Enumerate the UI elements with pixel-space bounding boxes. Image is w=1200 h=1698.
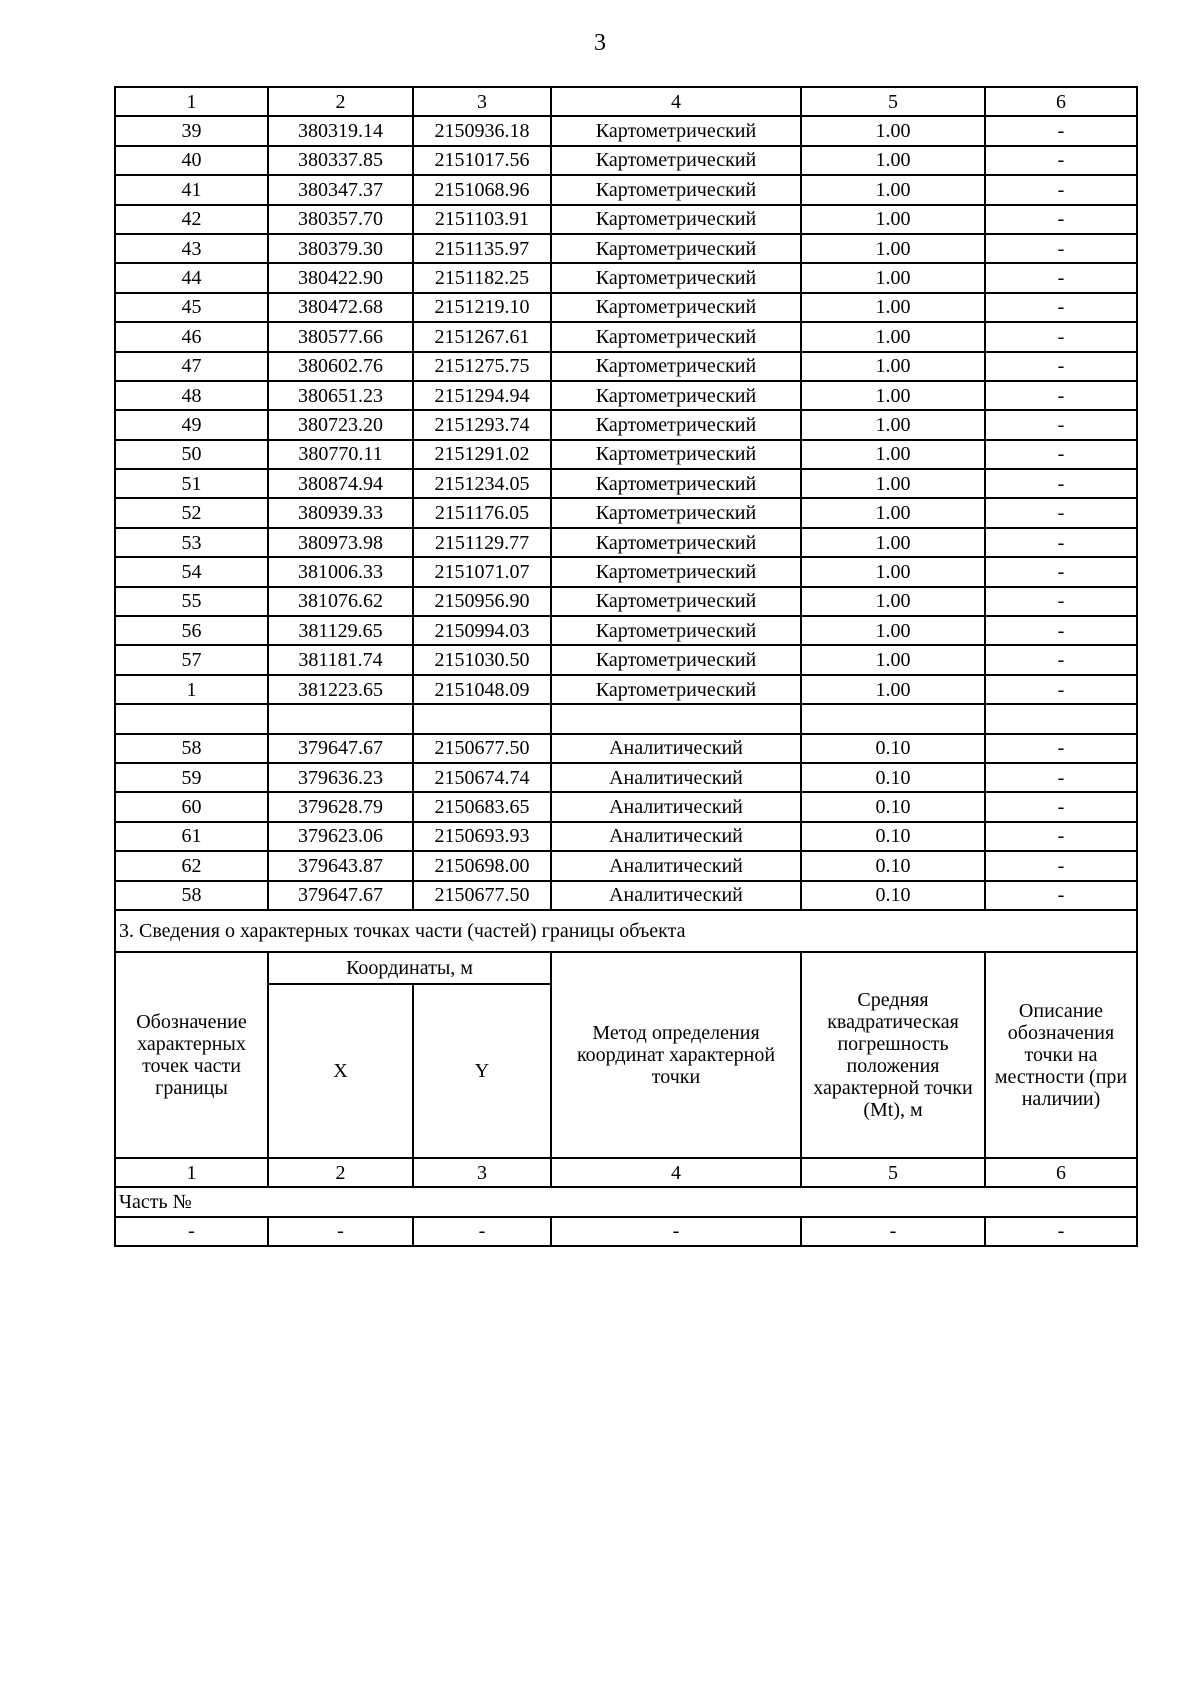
column-number: 5 <box>801 1158 985 1187</box>
y-coordinate-cell: 2151291.02 <box>413 440 551 469</box>
method-cell: Картометрический <box>551 440 801 469</box>
table-row <box>115 557 1137 586</box>
x-coordinate-cell: 380379.30 <box>268 234 413 263</box>
x-coordinate-cell: 380874.94 <box>268 469 413 498</box>
y-coordinate-cell: 2151234.05 <box>413 469 551 498</box>
method-cell: Картометрический <box>551 587 801 616</box>
x-coordinate-cell: 379647.67 <box>268 734 413 763</box>
description-cell: - <box>985 146 1137 175</box>
coordinates-table-body <box>115 87 1137 704</box>
y-coordinate-cell: 2151017.56 <box>413 146 551 175</box>
y-coordinate-cell: 2151048.09 <box>413 675 551 704</box>
point-number-cell: 59 <box>115 763 268 792</box>
empty-cell <box>985 704 1137 733</box>
table-row <box>115 440 1137 469</box>
table-row <box>115 645 1137 674</box>
y-coordinate-cell: 2151267.61 <box>413 322 551 351</box>
method-cell: Аналитический <box>551 734 801 763</box>
method-cell: Картометрический <box>551 557 801 586</box>
method-cell: Аналитический <box>551 792 801 821</box>
point-number-cell: 62 <box>115 851 268 880</box>
error-cell: 1.00 <box>801 440 985 469</box>
table-row <box>115 410 1137 439</box>
point-number-cell: 45 <box>115 293 268 322</box>
y-coordinate-cell: 2150698.00 <box>413 851 551 880</box>
x-coordinate-cell: 380347.37 <box>268 175 413 204</box>
point-number-cell: 41 <box>115 175 268 204</box>
method-cell: Аналитический <box>551 763 801 792</box>
error-cell: 0.10 <box>801 822 985 851</box>
y-coordinate-cell: 2151293.74 <box>413 410 551 439</box>
description-cell: - <box>985 293 1137 322</box>
description-cell: - <box>985 352 1137 381</box>
description-cell: - <box>985 587 1137 616</box>
error-cell: 1.00 <box>801 675 985 704</box>
x-coordinate-cell: 380602.76 <box>268 352 413 381</box>
x-coordinate-cell: 380357.70 <box>268 205 413 234</box>
dash-cell: - <box>115 1217 268 1246</box>
section3-table-body <box>115 910 1137 1246</box>
y-coordinate-cell: 2151294.94 <box>413 381 551 410</box>
part-label: Часть № <box>115 1187 1137 1216</box>
point-number-cell: 47 <box>115 352 268 381</box>
method-cell: Картометрический <box>551 616 801 645</box>
point-number-cell: 58 <box>115 881 268 910</box>
description-cell: - <box>985 322 1137 351</box>
y-coordinate-cell: 2151275.75 <box>413 352 551 381</box>
method-cell: Картометрический <box>551 410 801 439</box>
table-row <box>115 763 1137 792</box>
method-cell: Картометрический <box>551 322 801 351</box>
method-cell: Картометрический <box>551 146 801 175</box>
point-number-cell: 51 <box>115 469 268 498</box>
method-cell: Картометрический <box>551 645 801 674</box>
table-row <box>115 352 1137 381</box>
x-coordinate-cell: 379623.06 <box>268 822 413 851</box>
column-number: 2 <box>268 87 413 116</box>
x-coordinate-cell: 380723.20 <box>268 410 413 439</box>
description-cell: - <box>985 440 1137 469</box>
y-coordinate-cell: 2151068.96 <box>413 175 551 204</box>
error-cell: 1.00 <box>801 234 985 263</box>
point-number-cell: 61 <box>115 822 268 851</box>
column-number: 1 <box>115 1158 268 1187</box>
x-coordinate-cell: 380472.68 <box>268 293 413 322</box>
point-number-cell: 49 <box>115 410 268 439</box>
description-cell: - <box>985 822 1137 851</box>
dash-cell: - <box>268 1217 413 1246</box>
y-coordinate-cell: 2151182.25 <box>413 263 551 292</box>
method-cell: Картометрический <box>551 263 801 292</box>
x-coordinate-cell: 380319.14 <box>268 116 413 145</box>
x-coordinate-cell: 379628.79 <box>268 792 413 821</box>
description-cell: - <box>985 881 1137 910</box>
empty-cell <box>268 704 413 733</box>
x-coordinate-cell: 380939.33 <box>268 498 413 527</box>
point-number-cell: 1 <box>115 675 268 704</box>
column-number: 3 <box>413 87 551 116</box>
point-number-cell: 53 <box>115 528 268 557</box>
y-coordinate-cell: 2151129.77 <box>413 528 551 557</box>
method-cell: Картометрический <box>551 675 801 704</box>
description-cell: - <box>985 410 1137 439</box>
dash-cell: - <box>801 1217 985 1246</box>
method-cell: Картометрический <box>551 469 801 498</box>
method-cell: Картометрический <box>551 116 801 145</box>
section3-title: 3. Сведения о характерных точках части (частей) границы объекта <box>115 910 1137 952</box>
error-cell: 1.00 <box>801 381 985 410</box>
x-coordinate-cell: 379643.87 <box>268 851 413 880</box>
table-row <box>115 322 1137 351</box>
table-row <box>115 498 1137 527</box>
point-number-cell: 56 <box>115 616 268 645</box>
column-number: 3 <box>413 1158 551 1187</box>
empty-separator-row <box>115 704 1137 733</box>
point-number-cell: 43 <box>115 234 268 263</box>
point-number-cell: 42 <box>115 205 268 234</box>
table-row <box>115 263 1137 292</box>
x-coordinate-cell: 380577.66 <box>268 322 413 351</box>
column-number: 2 <box>268 1158 413 1187</box>
y-coordinate-cell: 2150693.93 <box>413 822 551 851</box>
table-row <box>115 528 1137 557</box>
y-coordinate-cell: 2150674.74 <box>413 763 551 792</box>
point-number-cell: 60 <box>115 792 268 821</box>
header-error: Средняя квадратическая погрешность положения характерной точки (Mt), м <box>801 952 985 1158</box>
error-cell: 0.10 <box>801 792 985 821</box>
error-cell: 0.10 <box>801 851 985 880</box>
method-cell: Аналитический <box>551 822 801 851</box>
point-number-cell: 54 <box>115 557 268 586</box>
error-cell: 1.00 <box>801 175 985 204</box>
description-cell: - <box>985 381 1137 410</box>
error-cell: 1.00 <box>801 616 985 645</box>
table-row <box>115 381 1137 410</box>
method-cell: Картометрический <box>551 352 801 381</box>
method-cell: Картометрический <box>551 498 801 527</box>
table-row <box>115 116 1137 145</box>
error-cell: 1.00 <box>801 498 985 527</box>
error-cell: 1.00 <box>801 469 985 498</box>
empty-cell <box>801 704 985 733</box>
section3-column-number-row <box>115 1158 1137 1187</box>
y-coordinate-cell: 2150994.03 <box>413 616 551 645</box>
description-cell: - <box>985 763 1137 792</box>
error-cell: 1.00 <box>801 116 985 145</box>
x-coordinate-cell: 380651.23 <box>268 381 413 410</box>
table-row <box>115 469 1137 498</box>
error-cell: 1.00 <box>801 410 985 439</box>
error-cell: 0.10 <box>801 763 985 792</box>
error-cell: 1.00 <box>801 205 985 234</box>
y-coordinate-cell: 2150936.18 <box>413 116 551 145</box>
column-number: 4 <box>551 1158 801 1187</box>
header-method: Метод определения координат характерной точки <box>551 952 801 1158</box>
section3-header-row-top <box>115 952 1137 984</box>
error-cell: 1.00 <box>801 528 985 557</box>
empty-cell <box>115 704 268 733</box>
method-cell: Картометрический <box>551 175 801 204</box>
column-number: 4 <box>551 87 801 116</box>
method-cell: Аналитический <box>551 881 801 910</box>
error-cell: 1.00 <box>801 557 985 586</box>
table-row <box>115 881 1137 910</box>
point-number-cell: 40 <box>115 146 268 175</box>
x-coordinate-cell: 380973.98 <box>268 528 413 557</box>
x-coordinate-cell: 379647.67 <box>268 881 413 910</box>
section3-title-row <box>115 910 1137 952</box>
coordinates-table <box>114 86 1138 1247</box>
description-cell: - <box>985 557 1137 586</box>
x-coordinate-cell: 380337.85 <box>268 146 413 175</box>
description-cell: - <box>985 675 1137 704</box>
x-coordinate-cell: 381006.33 <box>268 557 413 586</box>
point-number-cell: 46 <box>115 322 268 351</box>
point-number-cell: 39 <box>115 116 268 145</box>
method-cell: Картометрический <box>551 381 801 410</box>
y-coordinate-cell: 2151219.10 <box>413 293 551 322</box>
x-coordinate-cell: 381129.65 <box>268 616 413 645</box>
point-number-cell: 55 <box>115 587 268 616</box>
header-designation: Обозначение характерных точек части границы <box>115 952 268 1158</box>
error-cell: 1.00 <box>801 645 985 674</box>
method-cell: Аналитический <box>551 851 801 880</box>
x-coordinate-cell: 380422.90 <box>268 263 413 292</box>
description-cell: - <box>985 851 1137 880</box>
method-cell: Картометрический <box>551 293 801 322</box>
empty-cell <box>413 704 551 733</box>
error-cell: 0.10 <box>801 881 985 910</box>
method-cell: Картометрический <box>551 528 801 557</box>
table-row <box>115 734 1137 763</box>
section3-empty-row <box>115 1217 1137 1246</box>
y-coordinate-cell: 2151030.50 <box>413 645 551 674</box>
column-number: 6 <box>985 87 1137 116</box>
dash-cell: - <box>413 1217 551 1246</box>
dash-cell: - <box>985 1217 1137 1246</box>
dash-cell: - <box>551 1217 801 1246</box>
table-row <box>115 851 1137 880</box>
description-cell: - <box>985 528 1137 557</box>
table-row <box>115 205 1137 234</box>
method-cell: Картометрический <box>551 234 801 263</box>
method-cell: Картометрический <box>551 205 801 234</box>
error-cell: 1.00 <box>801 146 985 175</box>
y-coordinate-cell: 2151176.05 <box>413 498 551 527</box>
x-coordinate-cell: 381181.74 <box>268 645 413 674</box>
table-row <box>115 792 1137 821</box>
description-cell: - <box>985 734 1137 763</box>
table-row <box>115 293 1137 322</box>
header-y: Y <box>413 984 551 1158</box>
y-coordinate-cell: 2151135.97 <box>413 234 551 263</box>
point-number-cell: 52 <box>115 498 268 527</box>
description-cell: - <box>985 498 1137 527</box>
page-number: 3 <box>594 30 606 56</box>
error-cell: 1.00 <box>801 322 985 351</box>
point-number-cell: 48 <box>115 381 268 410</box>
column-number: 1 <box>115 87 268 116</box>
table-row <box>115 822 1137 851</box>
column-number: 5 <box>801 87 985 116</box>
header-x: X <box>268 984 413 1158</box>
point-number-cell: 44 <box>115 263 268 292</box>
column-number: 6 <box>985 1158 1137 1187</box>
x-coordinate-cell: 381076.62 <box>268 587 413 616</box>
point-number-cell: 57 <box>115 645 268 674</box>
table-row <box>115 234 1137 263</box>
table-row <box>115 175 1137 204</box>
description-cell: - <box>985 116 1137 145</box>
table-row <box>115 146 1137 175</box>
empty-cell <box>551 704 801 733</box>
error-cell: 1.00 <box>801 587 985 616</box>
description-cell: - <box>985 616 1137 645</box>
x-coordinate-cell: 379636.23 <box>268 763 413 792</box>
error-cell: 1.00 <box>801 352 985 381</box>
y-coordinate-cell: 2150677.50 <box>413 881 551 910</box>
x-coordinate-cell: 381223.65 <box>268 675 413 704</box>
description-cell: - <box>985 645 1137 674</box>
description-cell: - <box>985 175 1137 204</box>
description-cell: - <box>985 469 1137 498</box>
y-coordinate-cell: 2151103.91 <box>413 205 551 234</box>
description-cell: - <box>985 205 1137 234</box>
error-cell: 1.00 <box>801 263 985 292</box>
header-coordinates: Координаты, м <box>268 952 551 984</box>
header-description: Описание обозначения точки на местности (при наличии) <box>985 952 1137 1158</box>
point-number-cell: 50 <box>115 440 268 469</box>
y-coordinate-cell: 2150677.50 <box>413 734 551 763</box>
y-coordinate-cell: 2150683.65 <box>413 792 551 821</box>
table-row <box>115 675 1137 704</box>
error-cell: 0.10 <box>801 734 985 763</box>
error-cell: 1.00 <box>801 293 985 322</box>
description-cell: - <box>985 234 1137 263</box>
table-row <box>115 587 1137 616</box>
column-number-row <box>115 87 1137 116</box>
coordinates-table-body-2 <box>115 704 1137 910</box>
x-coordinate-cell: 380770.11 <box>268 440 413 469</box>
part-label-row <box>115 1187 1137 1216</box>
point-number-cell: 58 <box>115 734 268 763</box>
table-row <box>115 616 1137 645</box>
description-cell: - <box>985 263 1137 292</box>
y-coordinate-cell: 2150956.90 <box>413 587 551 616</box>
y-coordinate-cell: 2151071.07 <box>413 557 551 586</box>
description-cell: - <box>985 792 1137 821</box>
